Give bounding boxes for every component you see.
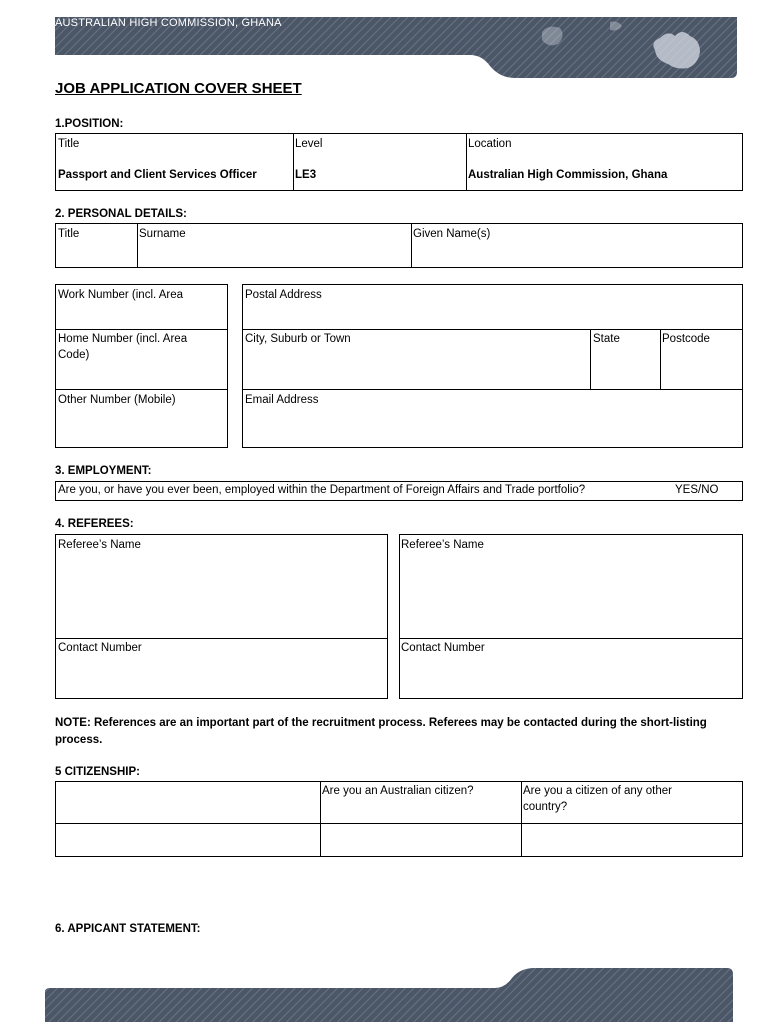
divider [293,133,294,191]
divider [55,329,228,330]
state-label: State [593,333,620,345]
divider [320,781,321,857]
divider [242,389,743,390]
title-field-label: Title [58,228,80,240]
other-number-label: Other Number (Mobile) [58,394,176,406]
position-level-value: LE3 [295,169,317,181]
citizenship-heading: 5 CITIZENSHIP: [55,766,140,778]
divider [55,823,743,824]
position-location-label: Location [468,138,512,150]
divider [55,389,228,390]
phone-numbers-table[interactable] [55,284,228,448]
employment-heading: 3. EMPLOYMENT: [55,465,152,477]
referee-2-name-label: Referee’s Name [401,539,484,551]
referee-2-table[interactable] [399,534,743,699]
applicant-statement-heading: 6. APPICANT STATEMENT: [55,923,201,935]
position-location-value: Australian High Commission, Ghana [468,169,668,181]
referee-2-contact-label: Contact Number [401,642,485,654]
header-banner [0,0,768,82]
postcode-label: Postcode [662,333,710,345]
divider [55,638,388,639]
page-title: JOB APPLICATION COVER SHEET [55,80,302,97]
referee-1-name-label: Referee’s Name [58,539,141,551]
australian-citizen-question: Are you an Australian citizen? [322,785,474,797]
other-citizenship-question: Are you a citizen of any other [523,785,672,797]
email-address-label: Email Address [245,394,319,406]
divider [242,329,743,330]
divider [660,329,661,389]
home-number-label: Home Number (incl. Area [58,333,188,345]
divider [590,329,591,389]
divider [399,638,743,639]
referee-1-contact-label: Contact Number [58,642,142,654]
personal-details-heading: 2. PERSONAL DETAILS: [55,208,187,220]
divider [137,223,138,268]
divider [466,133,467,191]
postal-address-label: Postal Address [245,289,322,301]
divider [521,781,522,857]
footer-banner [0,960,768,1024]
position-level-label: Level [295,138,323,150]
given-names-field-label: Given Name(s) [413,228,491,240]
address-table[interactable] [242,284,743,448]
home-number-label-cont: Code) [58,349,90,361]
organisation-name: AUSTRALIAN HIGH COMMISSION, GHANA [55,17,282,29]
referees-heading: 4. REFEREES: [55,518,134,530]
note-text: References are an important part of the recruitment process. Referees may be contacted during the short-listing process. [55,717,707,746]
position-heading: 1.POSITION: [55,118,124,130]
position-title-value: Passport and Client Services Officer [58,169,257,181]
references-note [55,715,715,749]
position-title-label: Title [58,138,80,150]
referee-1-table[interactable] [55,534,388,699]
employment-question: Are you, or have you ever been, employed within the Department of Foreign Affairs and Trade portfolio? [58,484,586,496]
note-prefix: NOTE: [55,717,91,729]
other-citizenship-question-cont: country? [523,801,568,813]
divider [411,223,412,268]
surname-field-label: Surname [139,228,186,240]
work-number-label: Work Number (incl. Area [58,289,184,301]
city-label: City, Suburb or Town [245,333,351,345]
employment-answer: YES/NO [675,484,719,496]
